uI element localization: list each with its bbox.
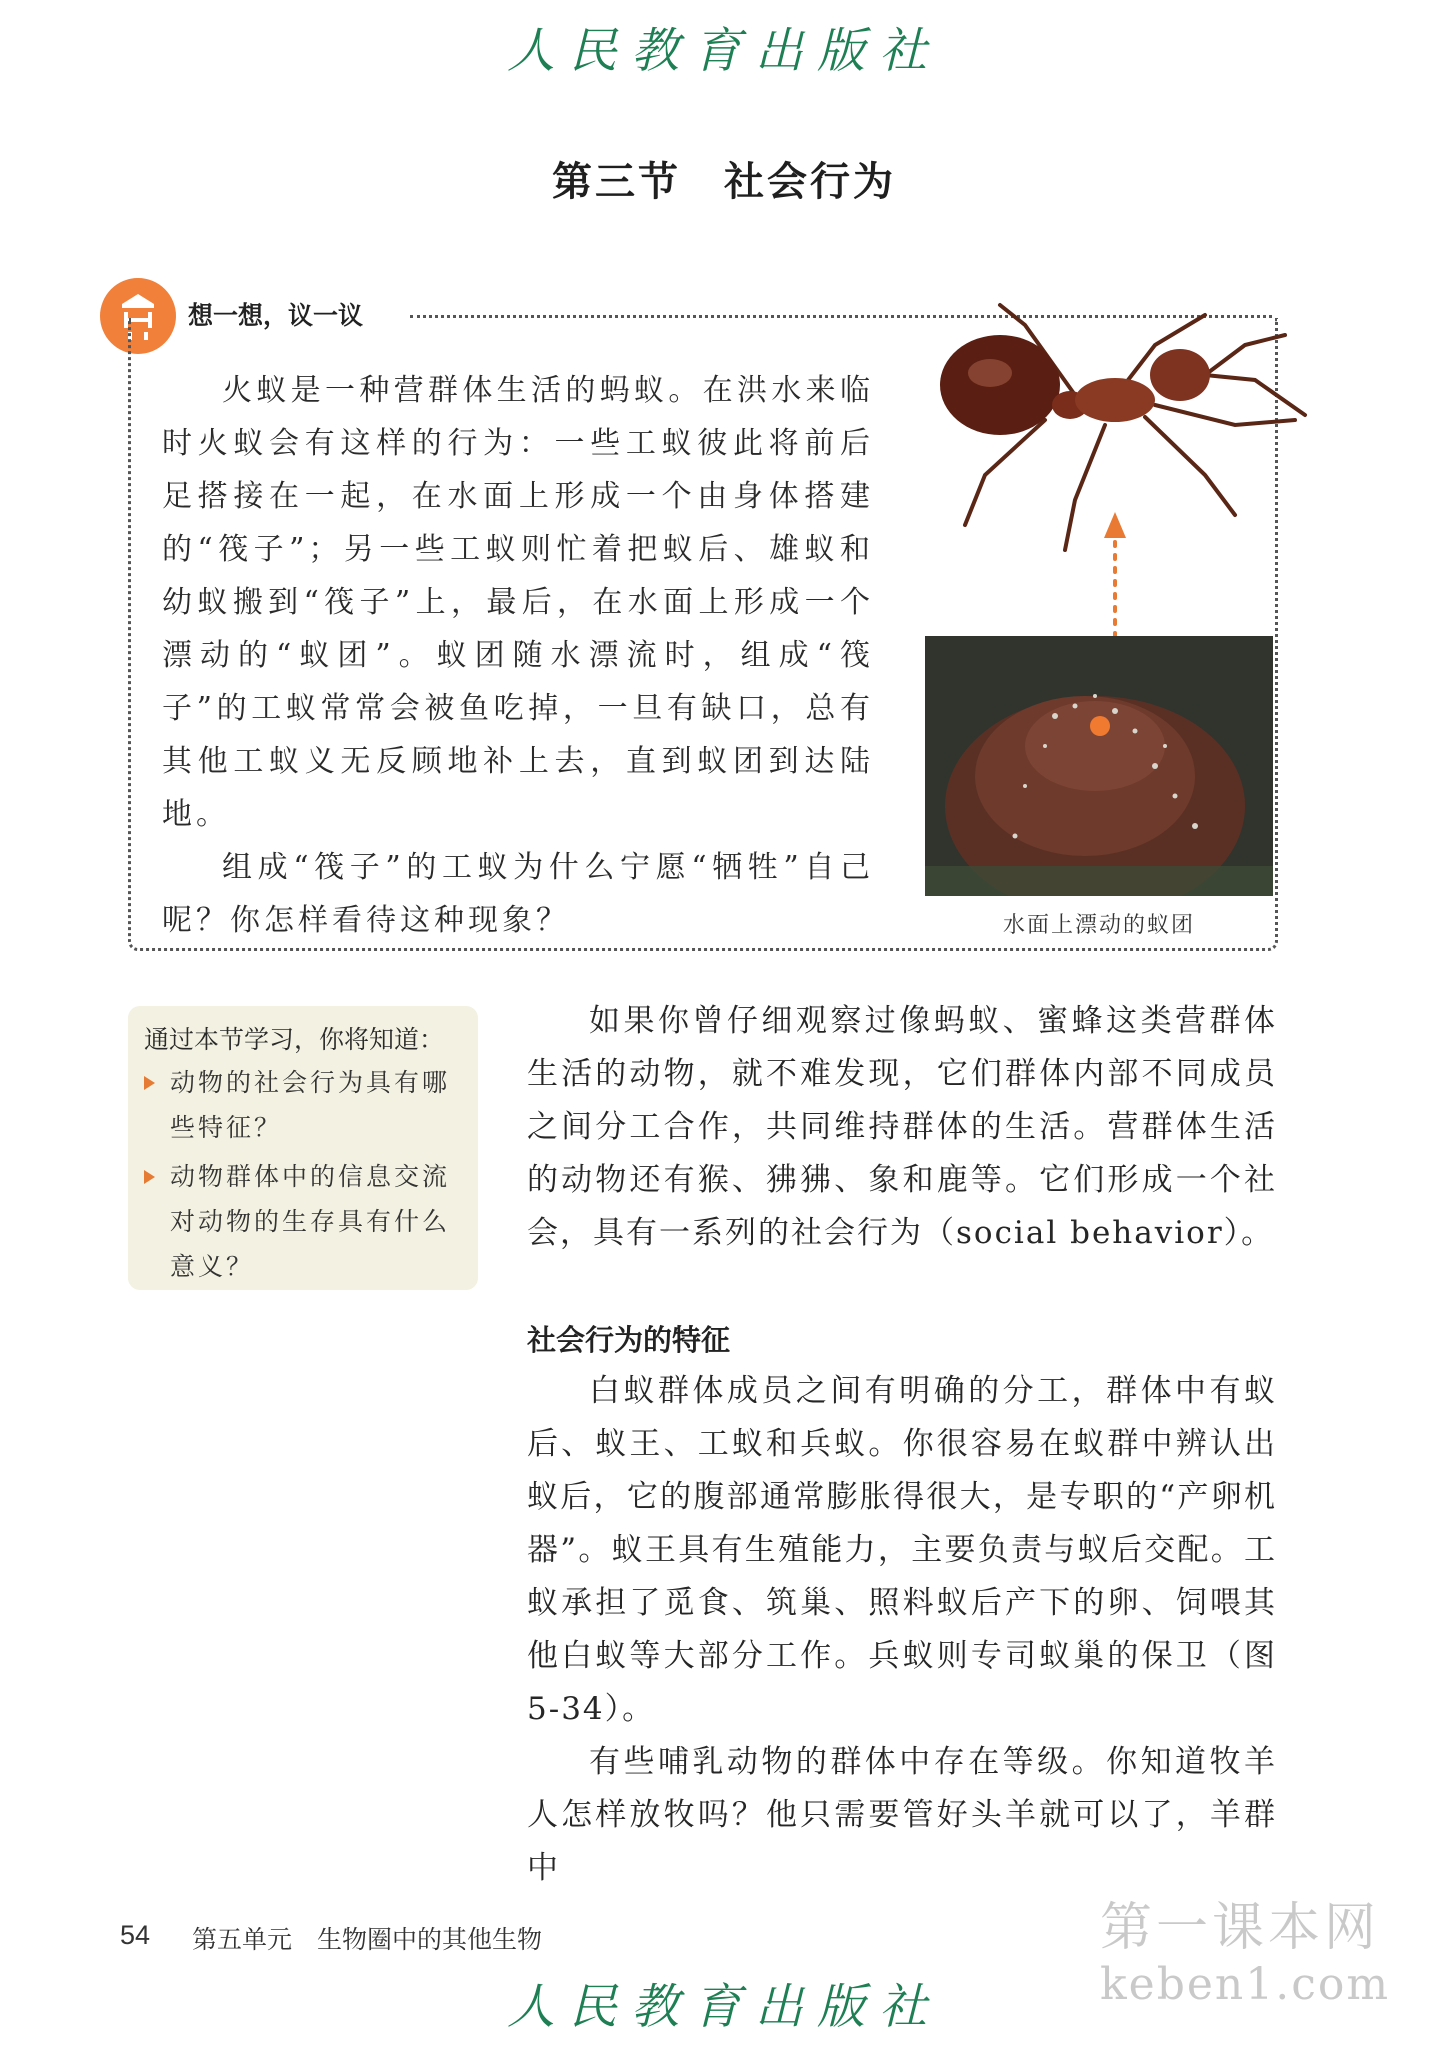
objective-text: 动物的社会行为具有哪些特征？ bbox=[170, 1068, 451, 1142]
body-paragraph-1: 白蚁群体成员之间有明确的分工，群体中有蚁后、蚁王、工蚁和兵蚁。你很容易在蚁群中辨认出蚁后，它的腹部通常膨胀得很大，是专职的“产卵机器”。蚁王具有生殖能力，主要负责与蚁后交配。工蚁承担了觅食、筑巢、照料蚁后产下的卵、饲喂其他白蚁等大部分工作。兵蚁则专司蚁巢的保卫（图5-34）。 bbox=[527, 1373, 1277, 1727]
think-paragraph-1: 火蚁是一种营群体生活的蚂蚁。在洪水来临时火蚁会有这样的行为：一些工蚁彼此将前后足搭接在一起，在水面上形成一个由身体搭建的“筏子”；另一些工蚁则忙着把蚁后、雄蚁和幼蚁搬到“筏子”上，最后，在水面上形成一个漂动的“蚁团”。蚁团随水漂流时，组成“筏子”的工蚁常常会被鱼吃掉，一旦有缺口，总有其他工蚁义无反顾地补上去，直到蚁团到达陆地。 bbox=[162, 373, 874, 832]
intro-text bbox=[527, 995, 1277, 1260]
ant-raft-caption: 水面上漂动的蚁团 bbox=[1002, 913, 1195, 938]
objective-item bbox=[140, 1060, 470, 1150]
objectives-heading: 通过本节学习，你将知道： bbox=[144, 1025, 445, 1054]
section-title: 第三节 社会行为 bbox=[552, 159, 896, 205]
body-text bbox=[527, 1365, 1277, 1895]
footer-unit-title: 第五单元 生物圈中的其他生物 bbox=[192, 1925, 543, 1954]
publisher-logo-top: 人民教育出版社 bbox=[506, 23, 942, 79]
publisher-logo-bottom: 人民教育出版社 bbox=[506, 1979, 942, 2035]
think-discuss-text bbox=[162, 364, 874, 947]
page-number: 54 bbox=[120, 1920, 151, 1950]
objective-item bbox=[140, 1154, 470, 1289]
watermark-line-2: keben1.com bbox=[1100, 1959, 1391, 2010]
ant-raft-photo bbox=[925, 636, 1273, 896]
bullet-triangle-icon bbox=[144, 1170, 155, 1184]
objectives-list bbox=[140, 1060, 470, 1293]
watermark bbox=[1100, 1896, 1391, 2010]
origin-dot-icon bbox=[1090, 716, 1110, 736]
intro-paragraph: 如果你曾仔细观察过像蚂蚁、蜜蜂这类营群体生活的动物，就不难发现，它们群体内部不同成员之间分工合作，共同维持群体的生活。营群体生活的动物还有猴、狒狒、象和鹿等。它们形成一个社会，具有一系列的社会行为（social behavior）。 bbox=[527, 1003, 1277, 1251]
objective-text: 动物群体中的信息交流对动物的生存具有什么意义？ bbox=[170, 1162, 451, 1281]
think-discuss-label: 想一想，议一议 bbox=[188, 301, 364, 330]
subheading: 社会行为的特征 bbox=[527, 1323, 731, 1357]
body-paragraph-2: 有些哺乳动物的群体中存在等级。你知道牧羊人怎样放牧吗？他只需要管好头羊就可以了，羊群中 bbox=[527, 1744, 1277, 1886]
watermark-line-1: 第一课本网 bbox=[1100, 1898, 1381, 1958]
think-paragraph-2: 组成“筏子”的工蚁为什么宁愿“牺牲”自己呢？你怎样看待这种现象？ bbox=[162, 850, 874, 938]
bullet-triangle-icon bbox=[144, 1076, 155, 1090]
